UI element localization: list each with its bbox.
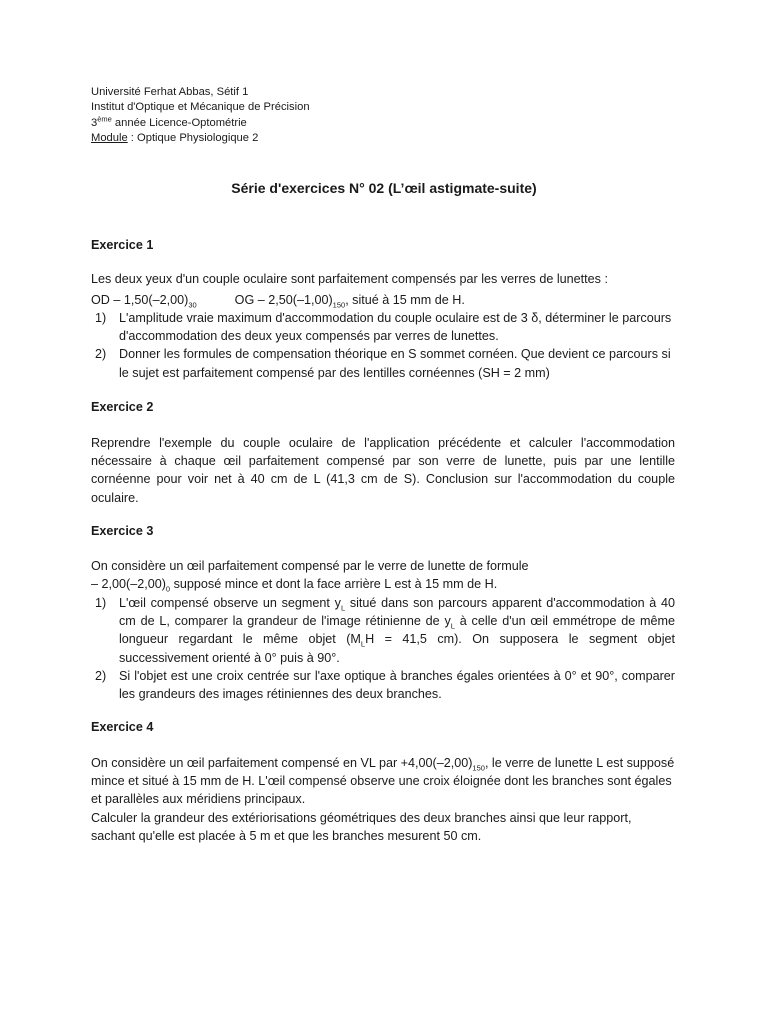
- exercise-1-title: Exercice 1: [91, 238, 154, 252]
- exercise-1-questions: [91, 309, 675, 382]
- exercise-3-questions: [91, 594, 675, 703]
- exercise-1-intro: Les deux yeux d'un couple oculaire sont parfaitement compensés par les verres de lunettes :: [91, 272, 608, 286]
- module-label: Module: [91, 131, 128, 144]
- list-item: 2) Donner les formules de compensation théorique en S sommet cornéen. Que devient ce parcours si le sujet est parfaitement compensé par des lentilles cornéennes (SH = 2 mm): [95, 347, 671, 380]
- exercise-3-title: Exercice 3: [91, 524, 154, 538]
- institute-name: Institut d'Optique et Mécanique de Précision: [91, 101, 310, 114]
- exercise-2-title: Exercice 2: [91, 400, 154, 414]
- university-name: Université Ferhat Abbas, Sétif 1: [91, 86, 249, 98]
- exercise-3-intro: On considère un œil parfaitement compensé par le verre de lunette de formule – $2,00(-2,00)_0$ supposé mince et dont la face arrière L est à 15 mm de H.: [91, 559, 529, 594]
- og-formula: OG – $2,50(-1,00)_{150}$, situé à 15 mm de H.: [234, 293, 465, 310]
- list-item: 1) L'œil compensé observe un segment $y_L$ situé dans son parcours apparent d'accommodation à 40 cm de L, comparer la grandeur de l'image rétinienne de $y_L$ à celle d'un œil emmétrope de même longueur regardant le même objet ($M_LH = 41,5$ cm). On supposera le segment objet successivement orienté à 0° puis à 90°.: [95, 596, 675, 665]
- exercise-4-title: Exercice 4: [91, 720, 154, 734]
- document-header: [91, 85, 310, 146]
- module-value: : Optique Physiologique 2: [127, 131, 259, 144]
- list-item: 2) Si l'objet est une croix centrée sur l'axe optique à branches égales orientées à 0° et 90°, comparer les grandeurs des images rétiniennes des deux branches.: [95, 668, 675, 702]
- year-level: 3ème année Licence-Optométrie: [91, 113, 247, 129]
- module-line: [91, 131, 310, 146]
- exercise-1-formulas: [91, 291, 675, 309]
- exercise-2-text: Reprendre l'exemple du couple oculaire de l'application précédente et calculer l'accommodation nécessaire à chaque œil parfaitement compensé par son verre de lunette, puis par une lentille cornéenne pour voir net à 40 cm de L (41,3 cm de S). Conclusion sur l'accommodation du couple oculaire.: [91, 436, 675, 505]
- document-title: Série d'exercices N° 02 (L’œil astigmate-suite): [231, 180, 537, 196]
- list-item: 1) L'amplitude vraie maximum d'accommodation du couple oculaire est de 3 δ, déterminer le parcours d'accommodation des deux yeux compensés par verres de lunettes.: [95, 311, 672, 344]
- exercise-4-text: On considère un œil parfaitement compensé en VL par $+4,00(-2,00)_{150}$, le verre de lunette L est supposé mince et situé à 15 mm de H. L'œil compensé observe une croix éloignée dont les branches sont égales et parallèles aux méridiens principaux. Calculer la grandeur des extériorisations géométriques des deux branches ainsi que leur rapport, sachant qu'elle est placée à 5 m et que les branches mesurent 50 cm.: [91, 756, 675, 843]
- od-formula: OD – $1,50(-2,00)_{30}$: [91, 293, 197, 310]
